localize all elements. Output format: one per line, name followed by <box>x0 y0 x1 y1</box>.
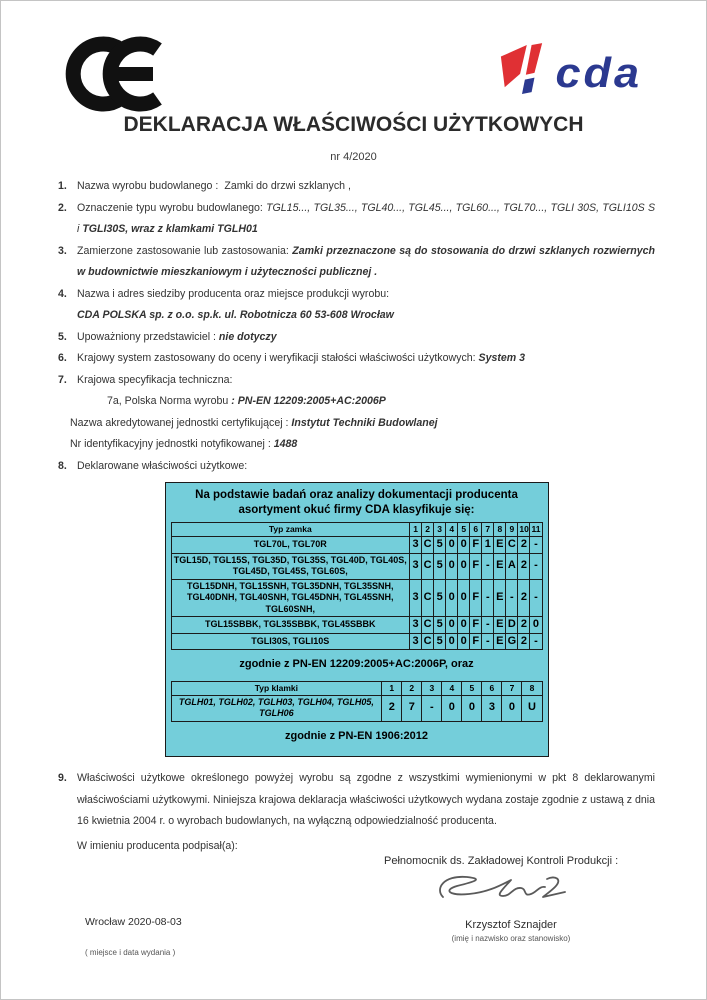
item-number: 5. <box>58 330 67 343</box>
item-value-2: TGLI30S, wraz z klamkami TGLH01 <box>82 223 258 235</box>
signatory-block <box>396 919 626 943</box>
classification-value-cell: - <box>482 579 494 617</box>
signatory-role: Pełnomocnik ds. Zakładowej Kontroli Produkcji : <box>384 855 619 867</box>
classification-value-cell: - <box>482 617 494 634</box>
classification-value-cell: 0 <box>446 579 458 617</box>
item-number: 9. <box>58 772 67 784</box>
classification-value-cell: 2 <box>518 579 530 617</box>
classification-value-cell: E <box>494 617 506 634</box>
cda-logo-icon <box>498 43 546 102</box>
classification-value-cell: U <box>522 695 542 721</box>
item-9 <box>58 768 655 857</box>
classification-value-cell: E <box>494 579 506 617</box>
product-type-cell: TGL15SBBK, TGL35SBBK, TGL45SBBK <box>171 617 410 634</box>
classification-value-cell: 2 <box>518 633 530 650</box>
classification-value-cell: 3 <box>410 537 422 554</box>
product-type-cell: TGL15DNH, TGL15SNH, TGL35DNH, TGL35SNH, TGL40DNH, TGL40SNH, TGL45DNH, TGL45SNH, TGL60SNH, <box>171 579 410 617</box>
classification-value-cell: 0 <box>530 617 542 634</box>
item-label: Zamierzone zastosowanie lub zastosowania: <box>77 244 289 257</box>
classification-value-cell: 1 <box>482 537 494 554</box>
classification-value-cell: 2 <box>518 537 530 554</box>
item-2 <box>58 198 655 241</box>
classification-block <box>165 482 549 757</box>
product-type-cell: TGL15D, TGL15S, TGL35D, TGL35S, TGL40D, TGL40S, TGL45D, TGL45S, TGL60S, <box>171 553 410 579</box>
classification-value-cell: 3 <box>410 553 422 579</box>
classification-value-cell: F <box>470 617 482 634</box>
item-4 <box>58 284 655 327</box>
classification-value-cell: C <box>422 633 434 650</box>
page-title: DEKLARACJA WŁAŚCIWOŚCI UŻYTKOWYCH <box>123 113 584 136</box>
classification-value-cell: 3 <box>410 617 422 634</box>
header-row <box>171 681 542 695</box>
classification-value-cell: 2 <box>518 553 530 579</box>
performance-table <box>171 681 543 722</box>
classification-value-cell: 2 <box>382 695 402 721</box>
classification-value-cell: 0 <box>442 695 462 721</box>
class-number-header: 2 <box>422 523 434 537</box>
class-number-header: 7 <box>502 681 522 695</box>
producer-address: CDA POLSKA sp. z o.o. sp.k. ul. Robotnicza 60 53-608 Wrocław <box>77 309 394 321</box>
class-number-header: 4 <box>442 681 462 695</box>
classification-value-cell: 0 <box>458 579 470 617</box>
product-type-cell: TGLI30S, TGLI10S <box>171 633 410 650</box>
classification-value-cell: F <box>470 633 482 650</box>
product-type-cell: TGL70L, TGL70R <box>171 537 410 554</box>
product-row <box>171 695 542 721</box>
item-5 <box>58 327 655 349</box>
signatory-caption: (imię i nazwisko oraz stanowisko) <box>451 934 571 943</box>
classification-value-cell: - <box>506 579 518 617</box>
classification-value-cell: C <box>422 553 434 579</box>
classification-value-cell: 0 <box>458 537 470 554</box>
header-row <box>171 523 542 537</box>
product-row <box>171 617 542 634</box>
cda-logo-wordmark: cda <box>555 49 642 96</box>
classification-value-cell: A <box>506 553 518 579</box>
item-label: Upoważniony przedstawiciel : <box>77 330 216 343</box>
classification-value-cell: 5 <box>434 537 446 554</box>
performance-table <box>171 522 543 650</box>
class-number-header: 5 <box>458 523 470 537</box>
cert-body-value: Instytut Techniki Budowlanej <box>291 416 438 429</box>
classification-value-cell: 0 <box>502 695 522 721</box>
class-number-header: 7 <box>482 523 494 537</box>
class-number-header: 3 <box>434 523 446 537</box>
cert-body-label: Nazwa akredytowanej jednostki certyfikującej : <box>70 416 289 429</box>
item-number: 7. <box>58 373 67 386</box>
product-row <box>171 633 542 650</box>
norm-label: 7a, Polska Norma wyrobu <box>107 395 229 407</box>
classification-value-cell: 3 <box>410 579 422 617</box>
item-7 <box>58 370 655 456</box>
item-number: 2. <box>58 201 67 214</box>
classification-value-cell: C <box>506 537 518 554</box>
classification-value-cell: - <box>530 579 542 617</box>
classification-value-cell: E <box>494 553 506 579</box>
classification-value-cell: 2 <box>518 617 530 634</box>
classification-value-cell: - <box>530 633 542 650</box>
classification-value-cell: 0 <box>458 553 470 579</box>
declaration-items <box>58 176 655 857</box>
product-row <box>171 579 542 617</box>
classification-value-cell: - <box>482 633 494 650</box>
notified-body-value: 1488 <box>273 438 298 450</box>
classification-value-cell: C <box>422 579 434 617</box>
classification-value-cell: 3 <box>482 695 502 721</box>
norm-value: : PN-EN 12209:2005+AC:2006P <box>231 395 386 407</box>
type-column-header: Typ zamka <box>171 523 410 537</box>
item-value: TGL15..., TGL35..., TGL40..., TGL45..., TGL60..., TGL70..., TGLI 30S, TGLI10S S i <box>77 201 656 235</box>
item-value: System 3 <box>478 352 526 364</box>
classification-value-cell: 0 <box>446 617 458 634</box>
classification-value-cell: - <box>530 537 542 554</box>
item-number: 6. <box>58 352 67 364</box>
item-label: Krajowa specyfikacja techniczna: <box>77 373 233 386</box>
classification-value-cell: 0 <box>458 617 470 634</box>
classification-value-cell: C <box>422 537 434 554</box>
classification-value-cell: - <box>482 553 494 579</box>
class-number-header: 8 <box>494 523 506 537</box>
item-value: Zamki do drzwi szklanych , <box>224 180 351 192</box>
locks-standard-note: zgodnie z PN-EN 12209:2005+AC:2006P, oraz <box>239 658 474 670</box>
classification-value-cell: - <box>530 553 542 579</box>
conformity-statement: Właściwości użytkowe określonego powyżej wyrobu są zgodne z wszystkimi wymienionymi w pkt 8 deklarowanymi właściwościami użytkowymi. Niniejsza krajowa deklaracja właściwości użytkowych wydana zostaje zgodnie z ustawą z dnia 16 kwietnia 2004 r. o wyrobach budowlanych, na wyłączną odpowiedzialność producenta. <box>77 772 655 827</box>
classification-value-cell: 0 <box>462 695 482 721</box>
classification-value-cell: 3 <box>410 633 422 650</box>
class-number-header: 8 <box>522 681 542 695</box>
ce-mark-icon <box>61 34 165 119</box>
cda-logo <box>498 43 642 102</box>
class-number-header: 3 <box>422 681 442 695</box>
item-number: 8. <box>58 459 67 472</box>
item-3 <box>58 241 655 284</box>
item-value: Zamki przeznaczone są do stosowania do drzwi szklanych rozwiernych w budownictwie mieszkaniowym i użyteczności publicznej . <box>77 244 655 278</box>
classification-value-cell: F <box>470 553 482 579</box>
item-8 <box>58 456 655 478</box>
product-row <box>171 553 542 579</box>
item-number: 1. <box>58 180 67 192</box>
classification-value-cell: C <box>422 617 434 634</box>
handles-table <box>171 681 543 722</box>
handles-standard-note: zgodnie z PN-EN 1906:2012 <box>284 729 429 742</box>
class-number-header: 10 <box>518 523 530 537</box>
classification-value-cell: E <box>494 633 506 650</box>
classification-value-cell: 5 <box>434 633 446 650</box>
classification-value-cell: 5 <box>434 553 446 579</box>
type-column-header: Typ klamki <box>171 681 382 695</box>
class-number-header: 9 <box>506 523 518 537</box>
item-label: Oznaczenie typu wyrobu budowlanego: <box>77 201 263 214</box>
locks-table <box>171 522 543 650</box>
item-value: nie dotyczy <box>218 330 277 343</box>
item-label: Nazwa wyrobu budowlanego : <box>77 180 219 192</box>
classification-value-cell: D <box>506 617 518 634</box>
item-label: Deklarowane właściwości użytkowe: <box>77 459 248 472</box>
classification-value-cell: 0 <box>446 537 458 554</box>
signed-on-behalf-label: W imieniu producenta podpisał(a): <box>77 839 238 852</box>
product-type-cell: TGLH01, TGLH02, TGLH03, TGLH04, TGLH05, TGLH06 <box>171 695 382 721</box>
item-1 <box>58 176 655 198</box>
class-number-header: 2 <box>402 681 422 695</box>
class-number-header: 1 <box>410 523 422 537</box>
classification-heading: Na podstawie badań oraz analizy dokumentacji producenta asortyment okuć firmy CDA klasyfikuje się: <box>195 489 518 516</box>
place-and-date: Wrocław 2020-08-03 <box>85 916 182 928</box>
classification-value-cell: G <box>506 633 518 650</box>
class-number-header: 1 <box>382 681 402 695</box>
classification-value-cell: E <box>494 537 506 554</box>
signature-scribble <box>433 867 583 920</box>
item-number: 3. <box>58 244 67 257</box>
product-row <box>171 537 542 554</box>
class-number-header: 5 <box>462 681 482 695</box>
document-number: nr 4/2020 <box>330 151 377 163</box>
class-number-header: 11 <box>530 523 542 537</box>
classification-value-cell: 0 <box>458 633 470 650</box>
classification-value-cell: F <box>470 579 482 617</box>
item-6 <box>58 348 655 370</box>
classification-value-cell: - <box>422 695 442 721</box>
classification-value-cell: 7 <box>402 695 422 721</box>
classification-value-cell: 0 <box>446 633 458 650</box>
classification-value-cell: 5 <box>434 617 446 634</box>
place-and-date-caption: ( miejsce i data wydania ) <box>85 948 176 957</box>
item-label: Nazwa i adres siedziby producenta oraz miejsce produkcji wyrobu: <box>77 287 390 300</box>
class-number-header: 6 <box>470 523 482 537</box>
item-number: 4. <box>58 287 67 300</box>
classification-value-cell: F <box>470 537 482 554</box>
classification-value-cell: 0 <box>446 553 458 579</box>
class-number-header: 6 <box>482 681 502 695</box>
classification-value-cell: 5 <box>434 579 446 617</box>
item-label: Krajowy system zastosowany do oceny i weryfikacji stałości właściwości użytkowych: <box>77 352 476 364</box>
notified-body-label: Nr identyfikacyjny jednostki notyfikowanej : <box>70 438 271 450</box>
signatory-name: Krzysztof Sznajder <box>465 919 557 931</box>
class-number-header: 4 <box>446 523 458 537</box>
